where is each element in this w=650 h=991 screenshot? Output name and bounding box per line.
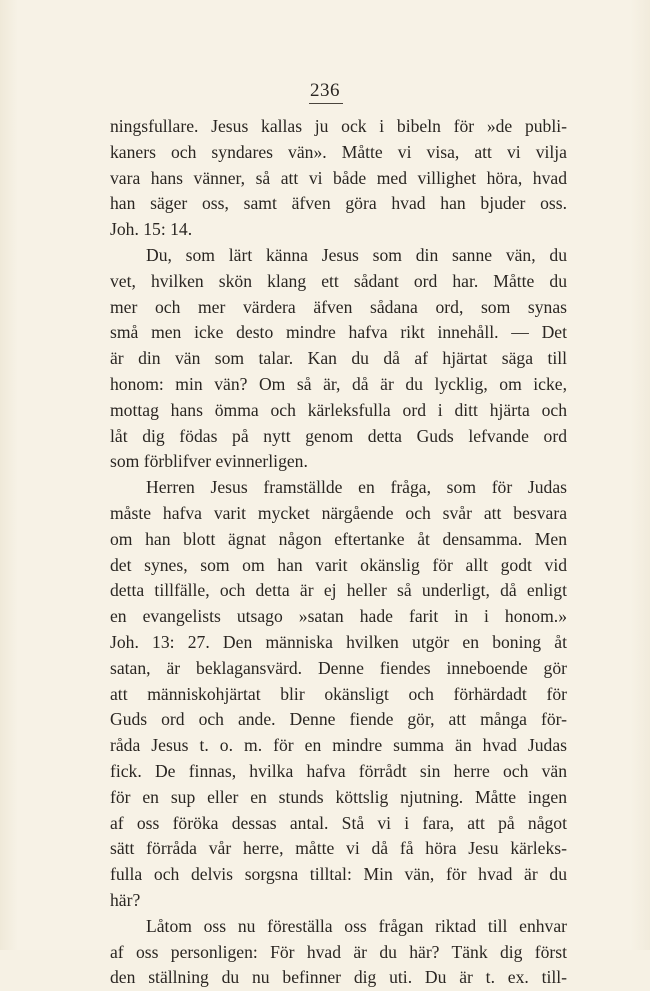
body-text: [110, 114, 567, 991]
text-line: Joh. 15: 14.: [110, 219, 193, 240]
text-line: Joh. 13: 27. Den människa hvilken utgör en boning åt: [110, 631, 567, 652]
text-line: vara hans vänner, så att vi både med villighet höra, hvad: [110, 167, 567, 188]
text-line: som förblifver evinnerligen.: [110, 451, 308, 472]
text-line: den ställning du nu befinner dig uti. Du är t. ex. till-: [110, 967, 567, 988]
text-line: Herren Jesus framställde en fråga, som för Judas: [146, 477, 567, 498]
text-line: Guds ord och ande. Denne fiende gör, att många för-: [110, 709, 567, 730]
text-line: Du, som lärt känna Jesus som din sanne vän, du: [146, 244, 567, 265]
page-number-rule: [309, 103, 343, 104]
page-number: 236: [310, 80, 340, 101]
text-line: små men icke desto mindre hafva rikt innehåll. — Det: [110, 322, 567, 343]
text-line: råda Jesus t. o. m. för en mindre summa än hvad Judas: [110, 735, 567, 756]
text-line: mer och mer värdera äfven sådana ord, som synas: [110, 296, 567, 317]
text-line: af oss föröka dessas antal. Stå vi i fara, att på något: [110, 812, 567, 833]
text-line: honom: min vän? Om så är, då är du lycklig, om icke,: [110, 373, 567, 394]
text-line: vet, hvilken skön klang ett sådant ord har. Måtte du: [110, 270, 567, 291]
text-line: här?: [110, 889, 141, 910]
text-line: Låtom oss nu föreställa oss frågan riktad till enhvar: [146, 915, 567, 936]
text-line: kaners och syndares vän». Måtte vi visa, att vi vilja: [110, 141, 567, 162]
text-line: detta tillfälle, och detta är ej heller så underligt, då enligt: [110, 580, 567, 601]
text-line: ningsfullare. Jesus kallas ju ock i bibeln för »de publi-: [110, 116, 567, 136]
text-line: om han blott ägnat någon eftertanke åt densamma. Men: [110, 528, 567, 549]
text-line: fulla och delvis sorgsna tilltal: Min vän, för hvad är du: [110, 864, 567, 885]
text-line: han säger oss, samt äfven göra hvad han bjuder oss.: [110, 193, 567, 214]
text-line: måste hafva varit mycket närgående och svår att besvara: [110, 502, 567, 523]
text-line: att människohjärtat blir okänsligt och förhärdadt för: [110, 683, 567, 704]
text-line: är din vän som talar. Kan du då af hjärtat säga till: [110, 348, 567, 369]
text-line: en evangelists utsago »satan hade farit in i honom.»: [110, 606, 567, 627]
text-line: låt dig födas på nytt genom detta Guds lefvande ord: [110, 425, 567, 446]
text-line: sätt förråda vår herre, måtte vi då få höra Jesu kärleks-: [110, 838, 567, 859]
text-line: satan, är beklagansvärd. Denne fiendes inneboende gör: [110, 657, 567, 678]
text-line: mottag hans ömma och kärleksfulla ord i ditt hjärta och: [110, 399, 567, 420]
text-line: det synes, som om han varit okänslig för allt godt vid: [110, 554, 567, 575]
text-line: af oss personligen: För hvad är du här? Tänk dig först: [110, 941, 567, 962]
text-line: fick. De finnas, hvilka hafva förrådt sin herre och vän: [110, 760, 567, 781]
text-line: för en sup eller en stunds köttslig njutning. Måtte ingen: [110, 786, 567, 807]
